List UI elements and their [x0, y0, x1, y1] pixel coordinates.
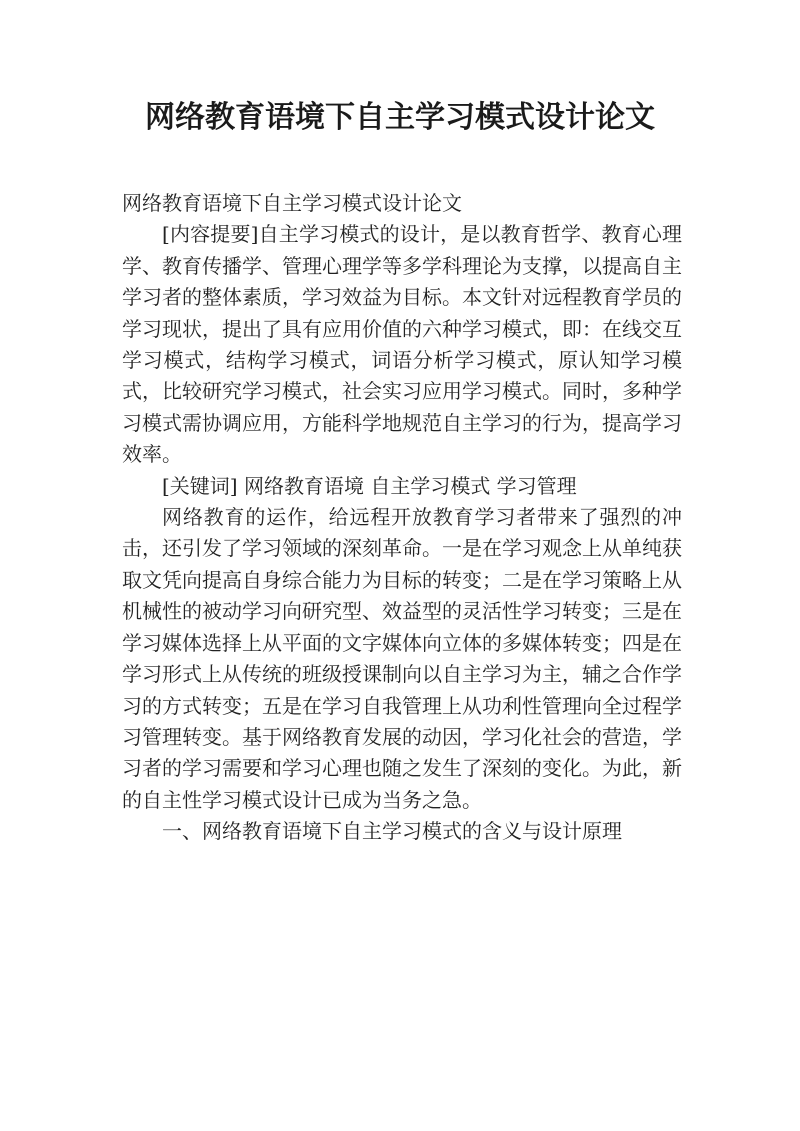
subtitle-paragraph: 网络教育语境下自主学习模式设计论文 [122, 191, 462, 215]
document-body [122, 188, 682, 848]
keywords-paragraph: [关键词] 网络教育语境 自主学习模式 学习管理 [162, 473, 577, 498]
document-title: 网络教育语境下自主学习模式设计论文 [145, 100, 655, 135]
abstract-paragraph: [内容提要]自主学习模式的设计，是以教育哲学、教育心理学、教育传播学、管理心理学等多学科理论为支撑，以提高自主学习者的整体素质，学习效益为目标。本文针对远程教育学员的学习现状，提出了具有应用价值的六种学习模式，即：在线交互学习模式，结构学习模式，词语分析学习模式，原认知学习模式，比较研究学习模式，社会实习应用学习模式。同时，多种学习模式需协调应用，方能科学地规范自主学习的行为，提高学习效率。 [122, 222, 682, 467]
intro-paragraph: 网络教育的运作，给远程开放教育学习者带来了强烈的冲击，还引发了学习领域的深刻革命。一是在学习观念上从单纯获取文凭向提高自身综合能力为目标的转变；二是在学习策略上从机械性的被动学习向研究型、效益型的灵活性学习转变；三是在学习媒体选择上从平面的文字媒体向立体的多媒体转变；四是在学习形式上从传统的班级授课制向以自主学习为主，辅之合作学习的方式转变；五是在学习自我管理上从功利性管理向全过程学习管理转变。基于网络教育发展的动因，学习化社会的营造，学习者的学习需要和学习心理也随之发生了深刻的变化。为此，新的自主性学习模式设计已成为当务之急。 [122, 505, 682, 812]
section-heading: 一、网络教育语境下自主学习模式的含义与设计原理 [162, 819, 622, 844]
